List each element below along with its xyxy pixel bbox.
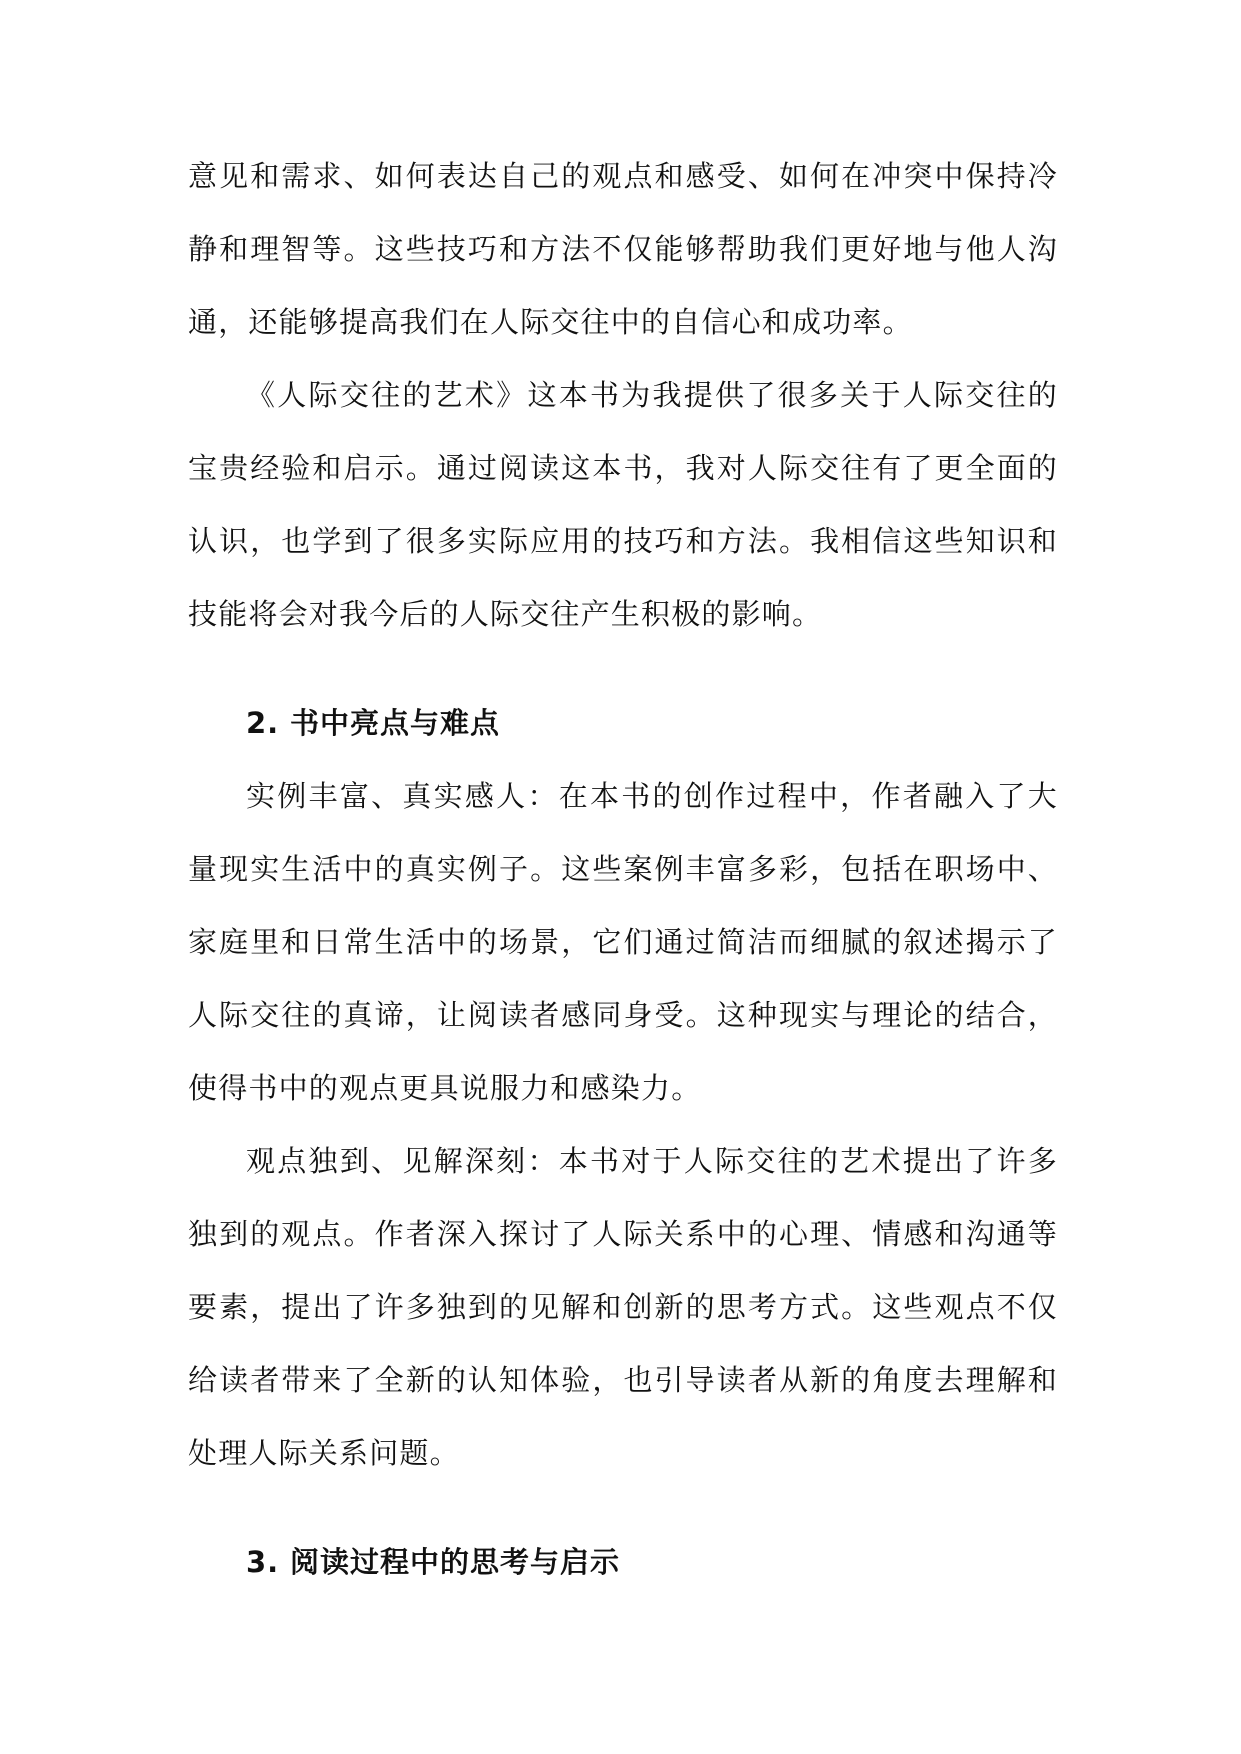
paragraph-book-summary: 《人际交往的艺术》这本书为我提供了很多关于人际交往的宝贵经验和启示。通过阅读这本书，我对人际交往有了更全面的认识，也学到了很多实际应用的技巧和方法。我相信这些知识和技能将会对我今后的人际交往产生积极的影响。 <box>188 378 1058 631</box>
section-heading-highlights <box>188 687 1058 760</box>
section-heading-reflections <box>188 1526 1058 1599</box>
section-number: 3. <box>246 1545 280 1579</box>
section-title: 阅读过程中的思考与启示 <box>290 1545 621 1579</box>
paragraph-continuation: 意见和需求、如何表达自己的观点和感受、如何在冲突中保持冷静和理智等。这些技巧和方法不仅能够帮助我们更好地与他人沟通，还能够提高我们在人际交往中的自信心和成功率。 <box>188 159 1058 339</box>
section-title: 书中亮点与难点 <box>290 706 501 740</box>
document-body <box>188 140 1058 1599</box>
section-number: 2. <box>246 706 280 740</box>
paragraph-rich-examples: 实例丰富、真实感人：在本书的创作过程中，作者融入了大量现实生活中的真实例子。这些案例丰富多彩，包括在职场中、家庭里和日常生活中的场景，它们通过简洁而细腻的叙述揭示了人际交往的真谛，让阅读者感同身受。这种现实与理论的结合，使得书中的观点更具说服力和感染力。 <box>188 779 1058 1105</box>
paragraph-unique-views: 观点独到、见解深刻：本书对于人际交往的艺术提出了许多独到的观点。作者深入探讨了人际关系中的心理、情感和沟通等要素，提出了许多独到的见解和创新的思考方式。这些观点不仅给读者带来了全新的认知体验，也引导读者从新的角度去理解和处理人际关系问题。 <box>188 1144 1058 1470</box>
